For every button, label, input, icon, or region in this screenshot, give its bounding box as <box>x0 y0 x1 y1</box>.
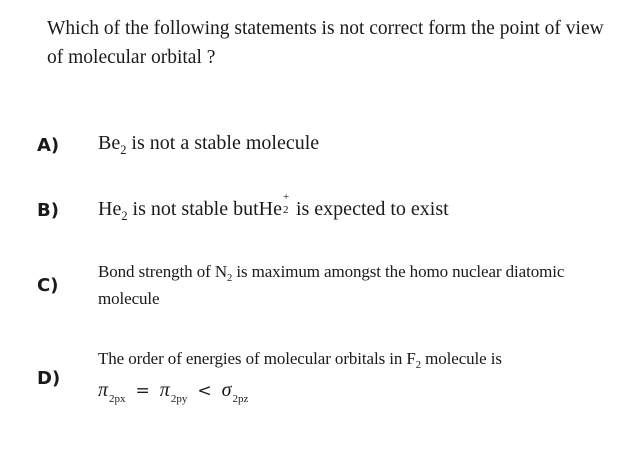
option-d-text <box>98 345 598 372</box>
option-a-species: Be <box>98 132 121 154</box>
option-d-part2: molecule is <box>420 349 502 368</box>
option-b-part2: is not stable but <box>127 198 259 220</box>
option-a-label: A) <box>37 135 60 156</box>
option-c-text <box>98 258 598 312</box>
option-b-ion-sup: + <box>282 191 290 203</box>
option-c-label: C) <box>37 275 59 296</box>
option-b-species: He <box>98 198 122 220</box>
option-a-rest: is not a stable molecule <box>126 132 320 154</box>
sigma-symbol: σ <box>221 379 232 401</box>
pi-symbol-1: π <box>98 379 109 401</box>
subscript-2pz: 2pz <box>232 393 249 405</box>
option-c-part1: Bond strength of N <box>98 262 227 281</box>
option-b-subscript: 2 <box>121 209 128 223</box>
subscript-2px: 2px <box>109 393 126 405</box>
option-a-subscript: 2 <box>120 143 127 157</box>
option-d-label: D) <box>37 368 61 389</box>
option-b-ion-species: He <box>258 198 282 220</box>
option-b-part3: is expected to exist <box>290 198 449 220</box>
option-b-text <box>98 191 598 223</box>
option-c-subscript: 2 <box>227 273 233 285</box>
option-d-part1: The order of energies of molecular orbitals in F <box>98 349 416 368</box>
option-d-formula <box>98 378 248 405</box>
option-a-text <box>98 131 598 155</box>
less-than-sign: < <box>197 381 212 401</box>
option-b-ion-charge <box>282 191 291 216</box>
pi-symbol-2: π <box>159 379 170 401</box>
equals-sign: = <box>135 381 150 401</box>
option-b-ion-sub: 2 <box>282 204 289 216</box>
option-b-label: B) <box>37 200 59 221</box>
option-c-part2: is maximum amongst the homo nuclear diatomic molecule <box>98 262 565 308</box>
option-d-subscript: 2 <box>415 360 421 372</box>
question-text: Which of the following statements is not correct form the point of view of molecular orbital ? <box>47 18 604 68</box>
subscript-2py: 2py <box>170 393 188 405</box>
